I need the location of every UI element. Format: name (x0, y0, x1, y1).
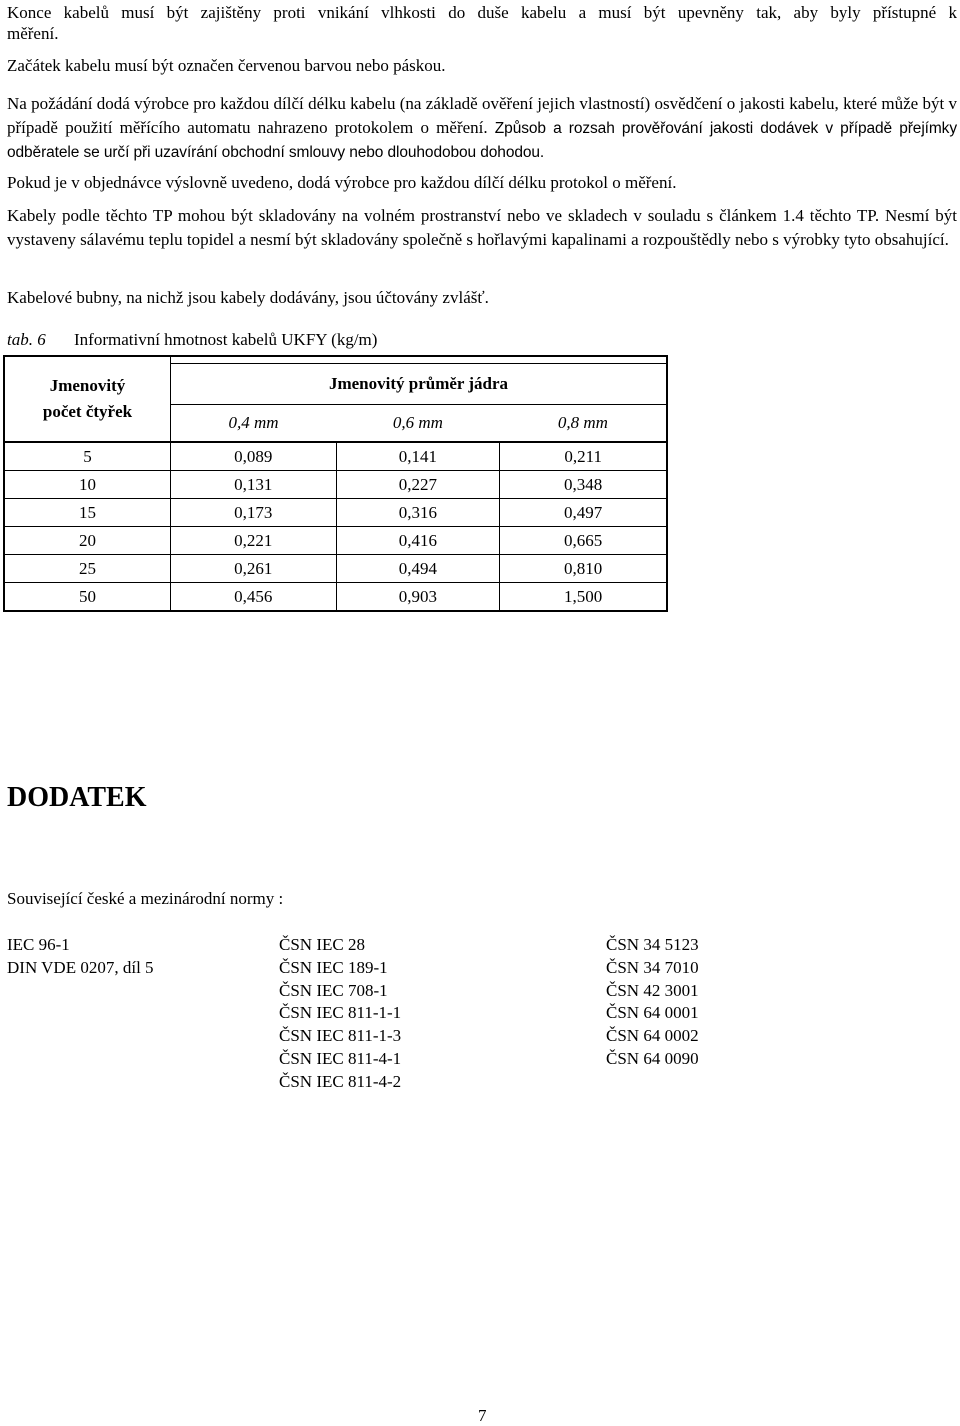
header-quad-count (4, 356, 171, 442)
norm-item: ČSN 42 3001 (606, 980, 699, 1000)
quality-inspection-text: Způsob a rozsah prověřování jakosti dodávek v případě přejímky odběratele se určí při uzavírání obchodní smlouvy nebo dlouhodobou dohodou. (7, 119, 957, 161)
table-row (4, 527, 667, 555)
table-caption (7, 330, 378, 350)
paragraph-sealing (7, 2, 957, 44)
norm-item: ČSN IEC 708-1 (279, 980, 388, 1000)
table-number: tab. 6 (7, 330, 46, 349)
paragraph-quality-certificate (7, 92, 957, 165)
cell-value: 0,089 (171, 442, 337, 471)
cell-value: 0,810 (500, 555, 667, 583)
cell-quads: 10 (4, 471, 171, 499)
paragraph-drums: Kabelové bubny, na nichž jsou kabely dodávány, jsou účtovány zvlášť. (7, 288, 489, 307)
page-number: 7 (478, 1406, 487, 1425)
appendix-heading: DODATEK (7, 782, 147, 813)
table-row (4, 583, 667, 612)
table-row (4, 442, 667, 471)
paragraph-measurement-protocol: Pokud je v objednávce výslovně uvedeno, dodá výrobce pro každou dílčí délku protokol o měření. (7, 173, 677, 192)
cell-value: 0,316 (336, 499, 500, 527)
cell-value: 0,903 (336, 583, 500, 612)
cell-value: 0,141 (336, 442, 500, 471)
norm-item: IEC 96-1 (7, 935, 70, 954)
cell-quads: 20 (4, 527, 171, 555)
paragraph-storage: Kabely podle těchto TP mohou být skladovány na volném prostranství nebo ve skladech v souladu s článkem 1.4 těchto TP. Nesmí být vystaveny sálavému teplu topidel a nesmí být skladovány společně s hořlavými kapalinami a rozpouštědly nebo s výrobky tyto obsahující. (7, 206, 957, 249)
cell-value: 0,456 (171, 583, 337, 612)
header-diameter-0-6: 0,6 mm (336, 405, 500, 443)
cell-quads: 50 (4, 583, 171, 612)
norm-item: ČSN IEC 811-4-2 (279, 1071, 402, 1091)
norms-column-csn (606, 934, 699, 1071)
cell-value: 0,173 (171, 499, 337, 527)
cell-value: 0,348 (500, 471, 667, 499)
table-row (4, 499, 667, 527)
table-title: Informativní hmotnost kabelů UKFY (kg/m) (74, 330, 378, 349)
cell-value: 0,221 (171, 527, 337, 555)
cell-quads: 25 (4, 555, 171, 583)
cell-value: 0,227 (336, 471, 500, 499)
cell-value: 0,261 (171, 555, 337, 583)
cell-quads: 5 (4, 442, 171, 471)
paragraph-sealing-line1: Konce kabelů musí být zajištěny proti vnikání vlhkosti do duše kabelu a musí být upevněny tak, aby byly přístupné k (7, 3, 957, 22)
cell-value: 0,416 (336, 527, 500, 555)
header-gap (171, 356, 668, 364)
header-diameter-0-8: 0,8 mm (500, 405, 667, 443)
norm-item: ČSN IEC 811-1-3 (279, 1026, 402, 1046)
norm-item: ČSN IEC 811-1-1 (279, 1003, 402, 1023)
cell-value: 0,494 (336, 555, 500, 583)
cell-value: 0,665 (500, 527, 667, 555)
norms-column-international (7, 934, 154, 980)
norm-item: ČSN IEC 28 (279, 935, 365, 954)
norm-item: ČSN IEC 811-4-1 (279, 1048, 402, 1068)
table-row (4, 471, 667, 499)
weight-table (3, 355, 668, 612)
header-core-diameter: Jmenovitý průměr jádra (171, 364, 668, 405)
header-quad-count-line2: počet čtyřek (42, 402, 133, 421)
norm-item: ČSN 64 0002 (606, 1026, 699, 1046)
cell-quads: 15 (4, 499, 171, 527)
norms-intro: Související české a mezinárodní normy : (7, 889, 284, 908)
norm-item: ČSN 34 7010 (606, 957, 699, 977)
norm-item: ČSN IEC 189-1 (279, 957, 388, 977)
norm-item: ČSN 34 5123 (606, 935, 699, 954)
norms-column-csn-iec (279, 934, 401, 1094)
header-quad-count-line1: Jmenovitý (49, 376, 126, 395)
paragraph-sealing-line2: měření. (7, 24, 59, 43)
paragraph-cable-marking: Začátek kabelu musí být označen červenou barvou nebo páskou. (7, 56, 446, 75)
cell-value: 1,500 (564, 586, 603, 606)
norm-item: ČSN 64 0001 (606, 1003, 699, 1023)
quality-certificate-text: Na požádání dodá výrobce pro každou dílčí délku kabelu (na základě ověření jejich vlastností) osvědčení o jakosti kabelu, které může být v případě použití měřícího automatu nahrazeno protokolem o měření. (7, 94, 957, 137)
cell-value: 0,497 (500, 499, 667, 527)
table-row (4, 555, 667, 583)
cell-value: 0,211 (500, 442, 667, 471)
header-diameter-0-4: 0,4 mm (171, 405, 337, 443)
norm-item: DIN VDE 0207, díl 5 (7, 957, 154, 977)
norm-item: ČSN 64 0090 (606, 1048, 699, 1068)
cell-value: 0,131 (171, 471, 337, 499)
